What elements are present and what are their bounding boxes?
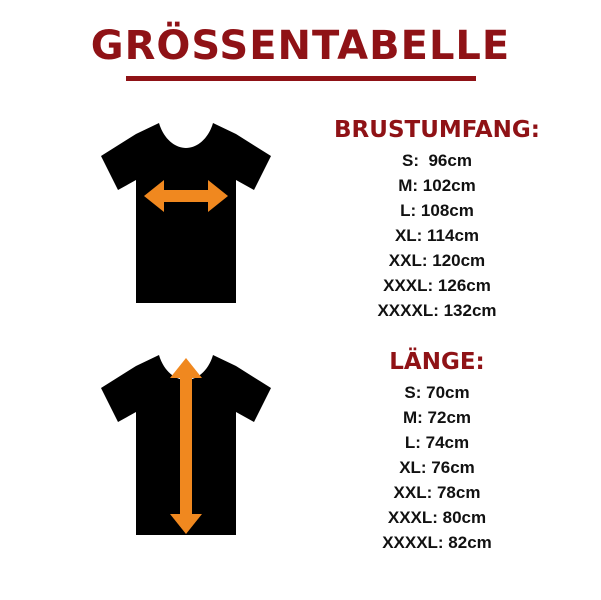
- list-item: S: 96cm: [402, 151, 472, 171]
- list-item: XXL: 120cm: [388, 251, 486, 271]
- tshirt-front-icon: [96, 350, 276, 540]
- chest-info: [292, 118, 582, 324]
- tshirt-chest-illustration: [96, 118, 276, 308]
- title-underline: [126, 76, 476, 81]
- list-item: M: 72cm: [402, 408, 472, 428]
- tshirt-length-illustration: [96, 350, 276, 540]
- list-item: XL: 76cm: [399, 458, 475, 478]
- length-heading: LÄNGE:: [389, 349, 485, 375]
- list-item: XXXL: 126cm: [383, 276, 491, 296]
- tshirt-front-icon: [96, 118, 276, 308]
- list-item: XXXXL: 132cm: [377, 301, 497, 321]
- list-item: L: 108cm: [400, 201, 474, 221]
- list-item: S: 70cm: [404, 383, 470, 403]
- list-item: XL: 114cm: [394, 226, 480, 246]
- list-item: XXL: 78cm: [393, 483, 481, 503]
- section-chest: [0, 118, 601, 333]
- list-item: M: 102cm: [398, 176, 476, 196]
- title-block: [0, 23, 601, 81]
- length-info: [292, 350, 582, 556]
- page-title: GRÖSSENTABELLE: [90, 23, 511, 69]
- chest-size-list: [292, 149, 582, 324]
- section-length: [0, 350, 601, 565]
- chest-heading: BRUSTUMFANG:: [334, 117, 540, 143]
- list-item: L: 74cm: [404, 433, 470, 453]
- list-item: XXXXL: 82cm: [382, 533, 492, 553]
- length-size-list: [292, 381, 582, 556]
- list-item: XXXL: 80cm: [387, 508, 487, 528]
